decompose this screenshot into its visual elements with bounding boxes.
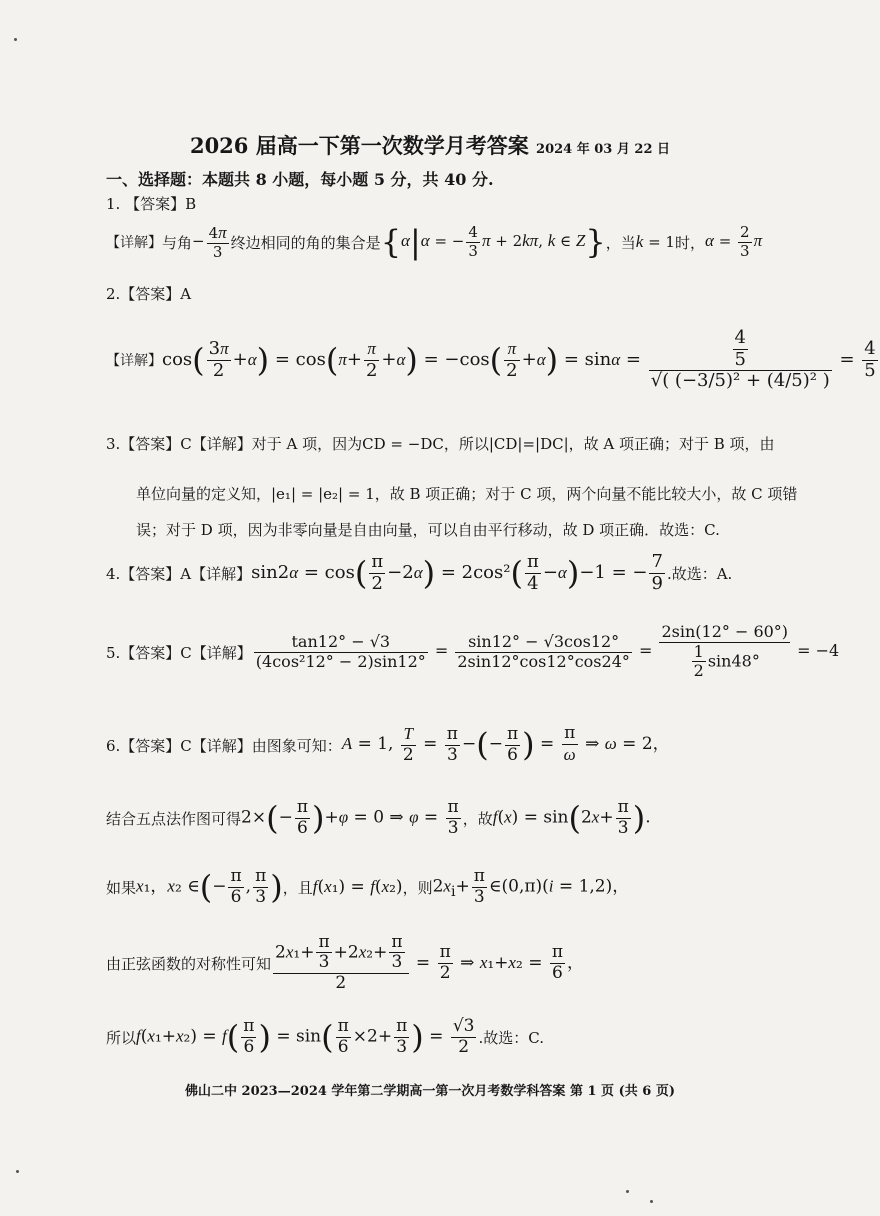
q1-k: k = 1 xyxy=(635,232,675,251)
scan-speck xyxy=(626,1190,629,1193)
page-footer: 佛山二中 2023—2024 学年第二学期高一第一次月考数学科答案 第 1 页 (共 6 页) xyxy=(185,1084,675,1099)
q6-formula2b: f(x) = sin(2x+ $\frac{\pi}{3}$ ). xyxy=(492,796,651,838)
q5-formula: $\frac{\tan 12^\circ - √3}{\text{(4cos²12° − 2)sin12°}}$ = $\frac{\sin 12^\circ - √3\cos 12^\circ}{2\sin 12^\circ\cos 12^\circ\cos 24^\circ}$ = 2sin(12° − 60°) $\frac{1}{2}$ sin48° = −4 xyxy=(255,622,840,681)
q6-formula3c: $2x_i+$ $\frac{\pi}{3}$ ∈(0,π)(i = 1,2)， xyxy=(432,865,630,907)
q4-formula: sin2α = cos( $\frac{\pi}{2}$ −2α) = 2cos²( $\frac{\pi}{4}$ −α)−1 = − $\frac{7}{9}$ xyxy=(251,550,663,594)
q6-line3 xyxy=(106,864,629,910)
page-title xyxy=(0,130,860,160)
q1-angle: − $\frac{4\pi}{3}$ xyxy=(192,223,227,261)
title-main: 2026 届高一下第一次数学月考答案 xyxy=(189,133,529,158)
q6-line5 xyxy=(106,1013,544,1061)
q6-line2-mid: ，故 xyxy=(462,809,493,828)
q3-line1: 3.【答案】C【详解】对于 A 项，因为CD = −DC，所以|CD|=|DC|，故 A 项正确；对于 B 项，由 xyxy=(106,435,775,453)
q1-text2: 终边相同的角的集合是 xyxy=(230,233,381,252)
q6-line4-text: 由正弦函数的对称性可知 xyxy=(106,954,272,973)
q6-formula3: x₁，x₂ ∈(− $\frac{\pi}{6}$ , $\frac{\pi}{3}$ ) xyxy=(136,865,283,907)
q1-set: {α|α = − $\frac{4}{3}$ π + 2kπ, k ∈ Z} xyxy=(380,223,606,261)
q6-formula5: f(x₁+x₂) = f( $\frac{\pi}{6}$ ) = sin( $\frac{\pi}{6}$ ×2+ $\frac{\pi}{3}$ ) = $\frac{√3}{2}$ xyxy=(136,1015,475,1057)
q6-line3-mid: ，且 xyxy=(282,878,313,897)
q5-prefix: 5.【答案】C【详解】 xyxy=(106,643,252,662)
scan-speck xyxy=(14,38,17,41)
q6-line5-end: .故选：C. xyxy=(478,1028,544,1047)
q1-result: α = $\frac{2}{3}$ π xyxy=(704,223,763,260)
q6-line5-text: 所以 xyxy=(106,1028,137,1047)
q1-detail xyxy=(106,222,762,262)
q6-line1 xyxy=(106,722,670,768)
q6-formula4: 2x₁+ $\frac{\pi}{3}$ +2x₂+ $\frac{\pi}{3}$ 2 = $\frac{\pi}{2}$ ⇒ x₁+x₂ = $\frac{\pi}{6}$ ， xyxy=(275,931,585,993)
scan-speck xyxy=(16,1170,19,1173)
q1-text4: 时， xyxy=(674,233,705,252)
q4-prefix: 4.【答案】A【详解】 xyxy=(106,564,252,583)
q1-detail-label: 【详解】 xyxy=(106,235,162,251)
q2-detail-label: 【详解】 xyxy=(106,353,162,369)
q6-formula2: 2×(− $\frac{\pi}{6}$ )+φ = 0 ⇒ φ = $\frac{\pi}{3}$ xyxy=(241,796,459,838)
title-date: 2024 年 03 月 22 日 xyxy=(536,142,671,157)
q3-line2: 单位向量的定义知，|e₁| = |e₂| = 1，故 B 项正确；对于 C 项，两个向量不能比较大小，故 C 项错 xyxy=(136,485,798,503)
q5-detail xyxy=(106,624,839,680)
section-heading: 一、选择题：本题共 8 小题，每小题 5 分，共 40 分. xyxy=(106,170,494,189)
q1-text1: 与角 xyxy=(162,233,193,252)
q4-detail xyxy=(106,551,732,595)
q2-answer: 2.【答案】A xyxy=(106,285,192,303)
q2-formula: cos( $\frac{3\pi}{2}$ +α) = cos(π+ $\frac{\pi}{2}$ +α) = −cos( $\frac{\pi}{2}$ +α) = sinα = $\frac{\frac{4}{5}}{\text{√( (−3/5)² + (4/5)² )}}$ = $\frac{4}{5}$ xyxy=(162,326,876,392)
q6-formula1: A = 1, $\frac{T}{2}$ = $\frac{\pi}{3}$ −(− $\frac{\pi}{6}$ ) = $\frac{\pi}{\omega}$ ⇒ ω = 2， xyxy=(341,723,670,765)
q3-line3: 误；对于 D 项，因为非零向量是自由向量，可以自由平行移动，故 D 项正确．故选：C. xyxy=(136,521,720,539)
scan-speck xyxy=(650,1200,653,1203)
q2-detail xyxy=(106,310,880,410)
q6-line3-text: 如果 xyxy=(106,878,137,897)
q6-line3-mid2: ，则 xyxy=(402,878,433,897)
q6-prefix: 6.【答案】C【详解】由图象可知： xyxy=(106,736,342,755)
q6-line4 xyxy=(106,932,584,994)
q4-suffix: .故选：A. xyxy=(666,564,733,583)
q6-formula3b: f(x₁) = f(x₂) xyxy=(312,877,403,897)
q6-line2-text: 结合五点法作图可得 xyxy=(106,809,242,828)
q1-answer: 1. 【答案】B xyxy=(106,195,197,213)
q6-line2 xyxy=(106,795,651,841)
q1-text3: ，当 xyxy=(605,233,636,252)
